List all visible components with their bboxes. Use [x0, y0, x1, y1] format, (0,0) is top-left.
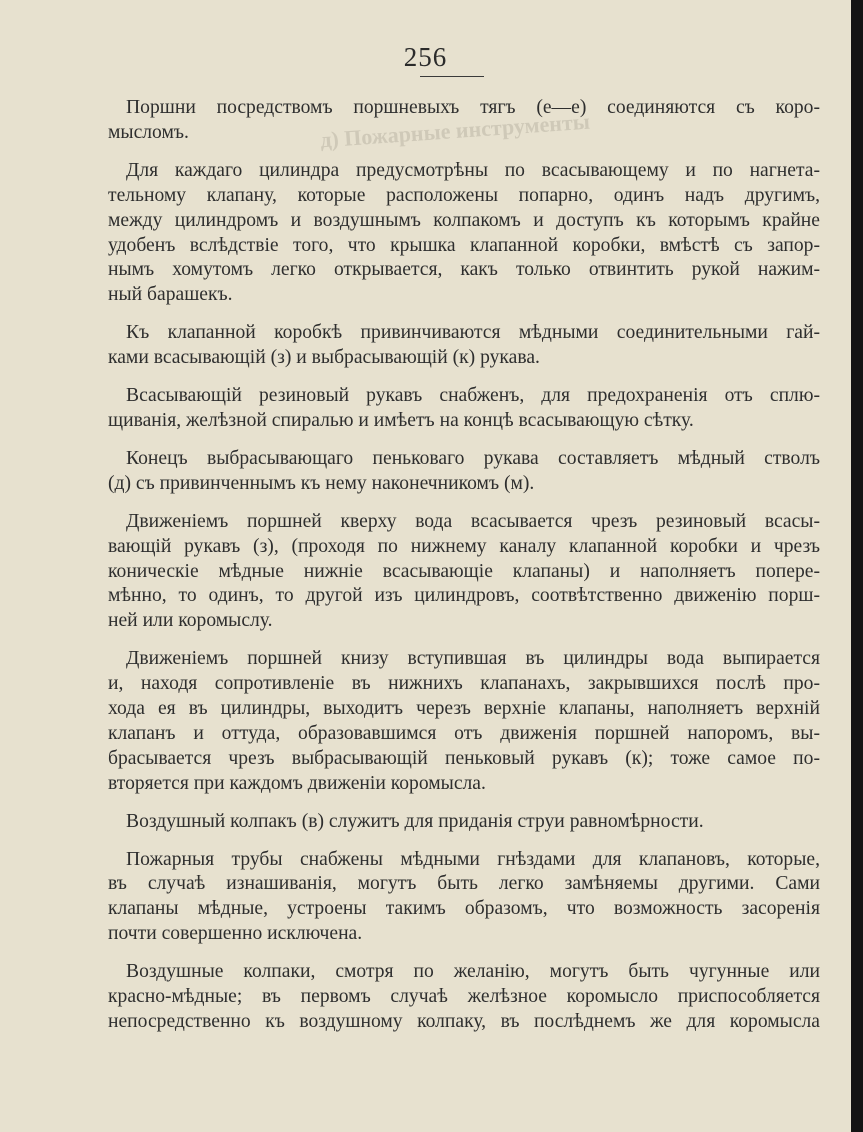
paragraph [108, 384, 820, 434]
bleed-through-text: д) Пожарные инструменты [319, 108, 591, 153]
paragraph [108, 321, 820, 371]
text-line: Пожарныя трубы снабжены мѣдными гнѣздами для клапановъ, которые, [126, 848, 820, 870]
text-line: Движеніемъ поршней кверху вода всасывается чрезъ резиновый всасы- [126, 510, 820, 532]
paragraph [108, 960, 820, 1035]
paragraph [108, 159, 820, 308]
paragraph [108, 96, 820, 146]
text-line: удобенъ вслѣдствіе того, что крышка клапанной коробки, вмѣстѣ съ запор- [108, 234, 820, 256]
paragraph [108, 447, 820, 497]
text-line: ный барашекъ. [108, 284, 233, 306]
text-line: вторяется при каждомъ движеніи коромысла. [108, 772, 486, 794]
text-line: почти совершенно исключена. [108, 923, 363, 945]
text-line: (д) съ привинченнымъ къ нему наконечникомъ (м). [108, 472, 535, 494]
text-line: клапанъ и оттуда, образовавшимся отъ движенія поршней напоромъ, вы- [108, 722, 820, 744]
text-line: Для каждаго цилиндра предусмотрѣны по всасывающему и по нагнета- [126, 159, 820, 181]
paragraph [108, 848, 820, 948]
text-line: брасывается чрезъ выбрасывающій пеньковый рукавъ (к); тоже самое по- [108, 747, 820, 769]
text-line: Поршни посредствомъ поршневыхъ тягъ (е—е) соединяются съ коро- [126, 97, 820, 118]
text-line: щиванія, желѣзной спиралью и имѣетъ на концѣ всасывающую сѣтку. [108, 409, 694, 431]
paragraph [108, 510, 820, 635]
scan-edge [851, 0, 863, 1132]
text-line: вающій рукавъ (з), (проходя по нижнему каналу клапанной коробки и чрезъ [108, 535, 820, 557]
text-line: Движеніемъ поршней книзу вступившая въ цилиндры вода выпирается [126, 648, 820, 670]
paragraph [108, 647, 820, 796]
text-line: Конецъ выбрасывающаго пеньковаго рукава составляетъ мѣдный стволъ [126, 447, 820, 469]
text-line: Воздушный колпакъ (в) служитъ для приданія струи равномѣрности. [126, 810, 704, 832]
text-line: коническіе мѣдные нижніе всасывающіе клапаны) и наполняетъ попере- [108, 560, 820, 582]
text-line: непосредственно къ воздушному колпаку, въ послѣднемъ же для коромысла [108, 1011, 820, 1032]
text-line: между цилиндромъ и воздушнымъ колпакомъ и доступъ къ которымъ крайне [108, 209, 820, 231]
text-line: мѣнно, то одинъ, то другой изъ цилиндровъ, соотвѣтственно движенію порш- [108, 585, 820, 607]
text-line: хода ея въ цилиндры, выходитъ черезъ верхніе клапаны, наполняетъ верхній [108, 698, 820, 720]
text-line: Воздушные колпаки, смотря по желанію, могутъ быть чугунные или [126, 961, 820, 983]
paragraph [108, 810, 820, 835]
text-line: ками всасывающій (з) и выбрасывающій (к) рукава. [108, 347, 540, 369]
text-line: мысломъ. [108, 121, 189, 143]
text-line: и, находя сопротивленіе въ нижнихъ клапанахъ, закрывшихся послѣ про- [108, 673, 820, 695]
page-number: 256 [403, 42, 448, 72]
body-text [108, 96, 820, 1048]
text-line: Всасывающій резиновый рукавъ снабженъ, для предохраненія отъ сплю- [126, 385, 820, 407]
text-line: красно-мѣдные; въ первомъ случаѣ желѣзное коромысло приспособляется [108, 986, 820, 1008]
text-line: нымъ хомутомъ легко открывается, какъ только отвинтить рукой нажим- [108, 259, 820, 281]
text-line: тельному клапану, которые расположены попарно, одинъ надъ другимъ, [108, 184, 820, 206]
text-line: Къ клапанной коробкѣ привинчиваются мѣдными соединительными гай- [126, 322, 820, 344]
page-number-rule [420, 76, 484, 77]
text-line: клапаны мѣдные, устроены такимъ образомъ, что возможность засоренія [108, 898, 820, 920]
text-line: въ случаѣ изнашиванія, могутъ быть легко замѣняемы другими. Сами [108, 873, 820, 895]
text-line: ней или коромыслу. [108, 610, 273, 632]
